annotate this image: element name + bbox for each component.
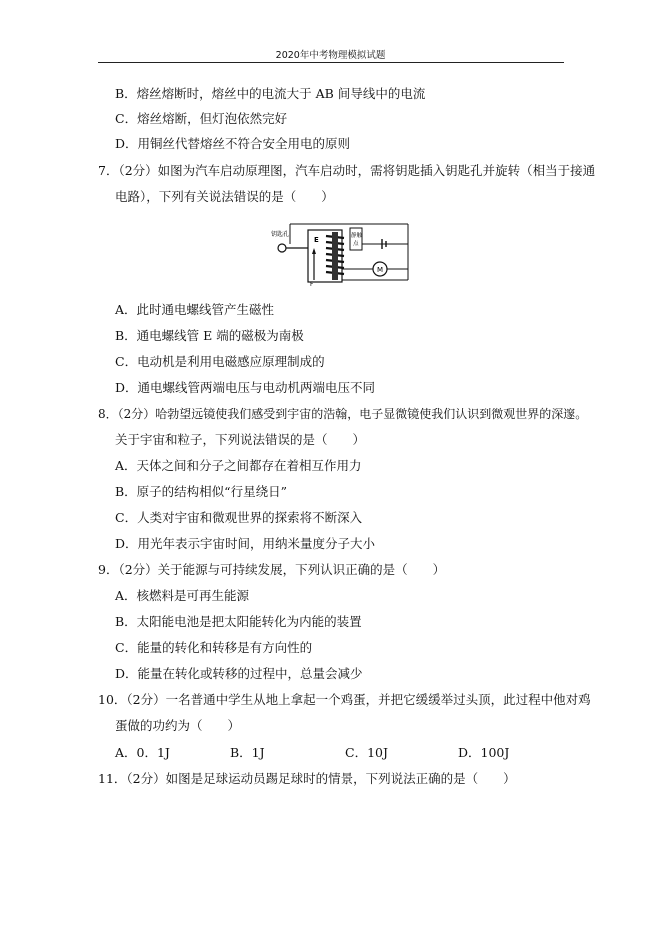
option-q10-c: C．10J	[345, 745, 388, 760]
option-q9-a: A．核燃料是可再生能源	[115, 588, 250, 603]
option-q9-c: C．能量的转化和转移是有方向性的	[115, 640, 313, 655]
figure-label-key: 钥匙孔	[271, 231, 290, 238]
option-q8-a: A．天体之间和分子之间都存在着相互作用力	[115, 458, 362, 473]
figure-label-f: F	[310, 281, 314, 288]
option-q10-d: D．100J	[458, 745, 510, 760]
question-7-cont: 电路），下列有关说法错误的是（ ）	[115, 189, 334, 204]
option-q10-a: A．0．1J	[115, 745, 170, 760]
figure-label-contact2: 点	[353, 241, 359, 247]
option-q9-b: B．太阳能电池是把太阳能转化为内能的装置	[115, 614, 362, 629]
question-9: 9．（2分）关于能源与可持续发展，下列认识正确的是（ ）	[98, 562, 446, 577]
figure-label-motor: M	[377, 266, 384, 274]
option-q8-c: C．人类对宇宙和微观世界的探索将不断深入	[115, 510, 363, 525]
option-q10-b: B．1J	[230, 745, 265, 760]
option-q8-b: B．原子的结构相似“行星绕日”	[115, 484, 287, 499]
option-q7-a: A．此时通电螺线管产生磁性	[115, 302, 275, 317]
option-q6-b: B．熔丝熔断时，熔丝中的电流大于 AB 间导线中的电流	[115, 86, 426, 101]
question-8-cont: 关于宇宙和粒子，下列说法错误的是（ ）	[115, 432, 366, 447]
question-8: 8．（2分）哈勃望远镜使我们感受到宇宙的浩翰，电子显微镜使我们认识到微观世界的深邃。	[98, 407, 588, 421]
option-q7-c: C．电动机是利用电磁感应原理制成的	[115, 354, 325, 369]
option-q7-d: D．通电螺线管两端电压与电动机两端电压不同	[115, 380, 376, 395]
header-rule	[98, 62, 564, 63]
car-start-circuit-figure	[270, 214, 412, 288]
question-7: 7．（2分）如图为汽车启动原理图，汽车启动时，需将钥匙插入钥匙孔并旋转（相当于接通	[98, 163, 596, 178]
option-q9-d: D．能量在转化或转移的过程中，总量会减少	[115, 666, 363, 681]
option-q6-d: D．用铜丝代替熔丝不符合安全用电的原则	[115, 136, 351, 151]
option-q8-d: D．用光年表示宇宙时间，用纳米量度分子大小	[115, 536, 376, 551]
page-header: 2020年中考物理模拟试题	[275, 50, 386, 61]
question-10-cont: 蛋做的功约为（ ）	[115, 718, 241, 733]
option-q6-c: C．熔丝熔断，但灯泡依然完好	[115, 111, 288, 126]
figure-label-contact: 静触	[351, 233, 363, 239]
figure-label-e: E	[314, 236, 319, 244]
option-q7-b: B．通电螺线管 E 端的磁极为南极	[115, 328, 304, 343]
question-10: 10．（2分）一名普通中学生从地上拿起一个鸡蛋，并把它缓缓举过头顶，此过程中他对鸡	[98, 692, 591, 707]
question-11: 11．（2分）如图是足球运动员踢足球时的情景，下列说法正确的是（ ）	[98, 771, 516, 786]
